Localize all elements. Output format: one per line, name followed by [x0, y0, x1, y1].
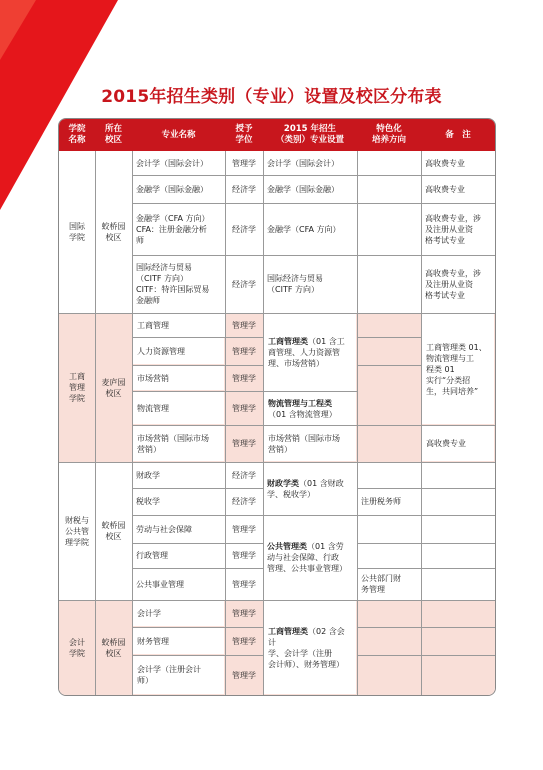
major-cell: 金融学（CFA 方向） CFA：注册金融分析 师 [136, 213, 210, 245]
major-cell: 会计学（国际会计） [136, 158, 208, 168]
header-category: 2015 年招生 （类别）专业设置 [275, 124, 344, 145]
grid-line [132, 337, 263, 338]
grid-line [132, 391, 357, 392]
college-name: 会计 学院 [69, 637, 85, 658]
degree-cell: 管理学 [232, 609, 256, 618]
grid-line [132, 151, 133, 695]
major-cell: 税收学 [136, 497, 160, 506]
grid-line [132, 515, 495, 516]
category-cell: 会计学（国际会计） [267, 158, 339, 168]
header-major: 专业名称 [161, 129, 196, 140]
degree-cell: 管理学 [232, 320, 256, 330]
grid-line [59, 313, 495, 314]
category-cell [264, 314, 356, 391]
campus-name: 麦庐园 校区 [101, 377, 126, 398]
degree-cell: 管理学 [232, 524, 256, 534]
degree-cell: 管理学 [232, 551, 256, 560]
grid-line [357, 151, 358, 695]
program-table [58, 118, 496, 696]
category-cell: 国际经济与贸易 （CITF 方向） [267, 274, 323, 294]
degree-cell: 管理学 [232, 403, 256, 413]
major-cell: 物流管理 [133, 392, 224, 424]
major-cell: 会计学 [133, 601, 224, 626]
grid-line [357, 337, 421, 338]
campus-name: 蛟桥园 校区 [101, 637, 126, 658]
major-cell: 人力资源管理 [133, 338, 224, 364]
header-feature: 特色化 培养方向 [371, 124, 406, 145]
grid-line [263, 151, 264, 695]
table-header [59, 119, 495, 151]
major-cell: 会计学（注册会计 师） [133, 656, 224, 694]
grid-line [357, 627, 495, 628]
notes-cell: 高收费专业，涉 及注册从业资 格考试专业 [425, 213, 481, 245]
category-cell [263, 462, 357, 515]
degree-cell: 管理学 [232, 670, 256, 680]
major-cell: 公共事业管理 [136, 579, 184, 589]
grid-line [132, 425, 495, 426]
page-title: 2015年招生类别（专业）设置及校区分布表 [101, 87, 442, 107]
grid-line [132, 255, 495, 256]
major-cell: 工商管理 [133, 314, 224, 336]
grid-line [132, 627, 263, 628]
grid-line [357, 568, 495, 569]
notes-cell: 高收费专业 [422, 426, 494, 461]
category-cell [263, 515, 357, 600]
grid-line [357, 655, 495, 656]
header-college: 学院 名称 [68, 124, 86, 145]
category-bold: 工商管理类 [268, 337, 308, 346]
category-bold: 物流管理与工程类 [268, 398, 332, 408]
college-name: 国际 学院 [69, 222, 85, 242]
grid-line [132, 365, 263, 366]
grid-line [357, 365, 421, 366]
category-rest: （01 含财政 学、税收学） [267, 478, 344, 499]
college-name: 工商 管理 学院 [69, 372, 85, 403]
header-notes: 备 注 [445, 129, 471, 140]
notes-cell: 高收费专业 [425, 158, 465, 168]
grid-line [59, 600, 495, 601]
grid-line [225, 151, 226, 695]
category-rest: （01 含劳 动与社会保障、行政 管理、公共事业管理） [267, 542, 347, 573]
header-degree: 授予 学位 [235, 124, 253, 145]
notes-cell: 高收费专业 [425, 184, 465, 194]
degree-cell: 管理学 [232, 579, 256, 589]
category-rest: （01 含工 商管理、人力资源管 理、市场营销） [268, 337, 345, 368]
category-cell: 金融学（国际金融） [267, 184, 339, 194]
major-cell: 财务管理 [133, 628, 224, 654]
degree-cell: 管理学 [232, 439, 256, 448]
grid-line [132, 568, 263, 569]
grid-line [59, 462, 495, 463]
campus-name: 蛟桥园 校区 [101, 521, 126, 541]
grid-line [132, 543, 263, 544]
category-bold: 公共管理类 [267, 542, 307, 551]
grid-line [421, 151, 422, 695]
grid-line [132, 488, 263, 489]
major-cell: 劳动与社会保障 [136, 524, 192, 534]
notes-cell: 工商管理类 01、 物流管理与工 程类 01 实行“分类招 生，共同培养” [422, 314, 494, 424]
category-cell [264, 601, 356, 694]
degree-cell: 经济学 [232, 224, 256, 234]
degree-cell: 经济学 [232, 279, 256, 289]
category-cell: 金融学（CFA 方向） [267, 224, 341, 234]
notes-cell: 高收费专业，涉 及注册从业资 格考试专业 [425, 268, 481, 300]
major-cell: 财政学 [136, 470, 160, 480]
major-cell: 市场营销 [133, 366, 224, 390]
degree-cell: 管理学 [232, 373, 256, 383]
major-cell: 国际经济与贸易 （CITF 方向） CITF：特许国际贸易 金融师 [136, 263, 210, 305]
degree-cell: 经济学 [232, 184, 256, 194]
category-rest: （01 含物流管理） [268, 409, 337, 419]
degree-cell: 管理学 [232, 346, 256, 356]
grid-line [132, 203, 495, 204]
grid-line [132, 655, 263, 656]
college-name: 财税与 公共管 理学院 [65, 515, 89, 547]
degree-cell: 经济学 [232, 470, 256, 480]
grid-line [132, 175, 495, 176]
degree-cell: 管理学 [232, 636, 256, 646]
major-cell: 市场营销（国际市场 营销） [133, 426, 224, 461]
category-cell [264, 392, 356, 425]
feature-cell: 公共部门财 务管理 [361, 574, 401, 594]
category-rest: （02 含会计 学、会计学（注册 会计师）、财务管理） [268, 626, 345, 669]
major-cell: 金融学（国际金融） [136, 184, 208, 194]
grid-line [95, 151, 96, 695]
feature-cell: 注册税务师 [361, 497, 401, 506]
category-bold: 工商管理类 [268, 626, 308, 636]
grid-line [357, 488, 495, 489]
header-campus: 所在 校区 [104, 124, 122, 145]
grid-line [357, 543, 495, 544]
category-bold: 财政学类 [267, 478, 299, 488]
campus-name: 蛟桥园 校区 [101, 222, 126, 242]
degree-cell: 管理学 [232, 158, 256, 168]
major-cell: 行政管理 [136, 551, 168, 560]
degree-cell: 经济学 [232, 497, 256, 506]
category-cell: 市场营销（国际市场 营销） [264, 426, 356, 461]
